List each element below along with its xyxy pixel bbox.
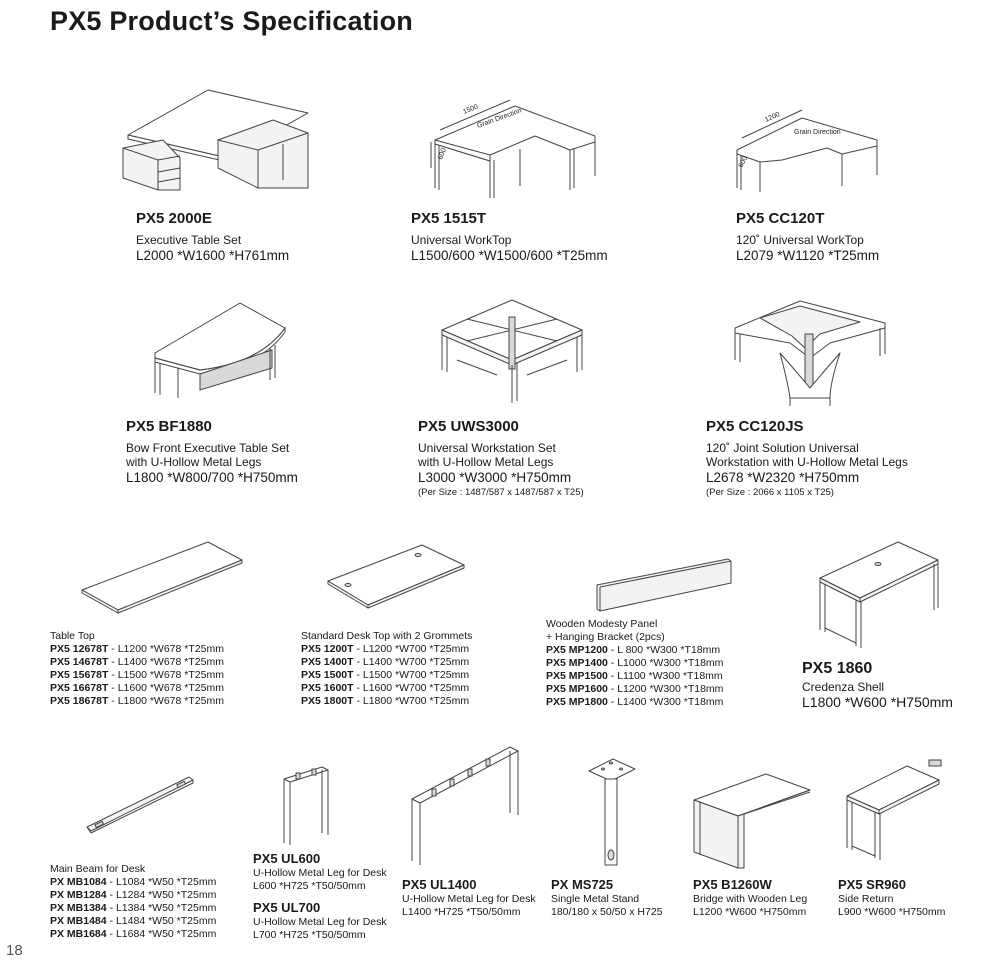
product-dim: L1400 *H725 *T50/50mm [402,906,521,918]
spec-line: PX MB1284 - L1284 *W50 *T25mm [50,889,217,901]
product-dim: L1800 *W800/700 *H750mm [126,470,298,485]
product-dim: L1200 *W600 *H750mm [693,906,807,918]
spec-line: PX5 15678T - L1500 *W678 *T25mm [50,669,224,681]
product-desc: Workstation with U-Hollow Metal Legs [706,455,908,469]
product-dim: L2079 *W1120 *T25mm [736,248,880,263]
product-code: PX5 B1260W [693,877,772,892]
grain-direction-label: Grain Direction [794,129,841,136]
main-beam-illustration [85,775,195,837]
modesty-panel-illustration [595,557,733,615]
product-desc: 120˚ Universal WorkTop [736,233,864,247]
product-desc: Universal WorkTop [411,233,512,247]
product-code: PX5 SR960 [838,877,906,892]
product-desc: U-Hollow Metal Leg for Desk [402,893,536,905]
spec-line: PX5 MP1200 - L 800 *W300 *T18mm [546,644,721,656]
spec-line: PX5 1600T - L1600 *W700 *T25mm [301,682,470,694]
modesty-heading: Wooden Modesty Panel [546,618,658,630]
product-desc: Credenza Shell [802,680,885,694]
table-top-heading: Table Top [50,630,95,642]
bow-front-table-illustration [150,298,290,400]
spec-line: PX5 MP1600 - L1200 *W300 *T18mm [546,683,724,695]
product-code: PX5 1515T [411,210,487,227]
product-dim: L3000 *W3000 *H750mm [418,470,572,485]
product-dim: L600 *H725 *T50/50mm [253,880,366,892]
product-desc: Bridge with Wooden Leg [693,893,808,905]
product-desc: Single Metal Stand [551,893,640,905]
credenza-shell-illustration [818,540,940,650]
product-dim: L2678 *W2320 *H750mm [706,470,860,485]
spec-line: PX5 1400T - L1400 *W700 *T25mm [301,656,470,668]
u-hollow-leg-1400-illustration [410,745,522,865]
product-dim: L1800 *W600 *H750mm [802,694,953,710]
product-dim: L900 *W600 *H750mm [838,906,946,918]
120-degree-worktop-illustration [732,110,892,195]
spec-line: PX MB1484 - L1484 *W50 *T25mm [50,915,217,927]
universal-worktop-illustration [430,98,610,198]
product-desc: Bow Front Executive Table Set [126,441,290,455]
product-code: PX MS725 [551,877,614,892]
product-code: PX5 1860 [802,660,873,677]
product-dim: 180/180 x 50/50 x H725 [551,906,663,918]
spec-line: PX MB1384 - L1384 *W50 *T25mm [50,902,217,914]
bridge-wooden-leg-illustration [692,772,812,870]
product-desc: with U-Hollow Metal Legs [418,455,554,469]
product-code: PX5 UL600 [253,851,321,866]
grain-direction-label: Grain Direction [476,107,523,130]
spec-line: PX5 MP1500 - L1100 *W300 *T18mm [546,670,723,682]
spec-line: PX5 16678T - L1600 *W678 *T25mm [50,682,224,694]
desk-top-heading: Standard Desk Top with 2 Grommets [301,630,473,642]
product-desc: U-Hollow Metal Leg for Desk [253,916,387,928]
spec-line: PX5 MP1800 - L1400 *W300 *T18mm [546,696,724,708]
width-label: 600 [437,147,448,161]
universal-workstation-illustration [437,295,587,407]
width-label: 600 [737,155,750,169]
product-desc: U-Hollow Metal Leg for Desk [253,867,387,879]
single-metal-stand-illustration [587,757,637,869]
product-code: PX5 BF1880 [126,418,212,435]
product-dim: L1500/600 *W1500/600 *T25mm [411,248,608,263]
page-title: PX5 Product’s Specification [50,6,413,36]
product-desc: with U-Hollow Metal Legs [126,455,262,469]
desk-top-grommets-illustration [326,543,466,611]
spec-line: PX5 1500T - L1500 *W700 *T25mm [301,669,470,681]
per-size-note: (Per Size : 1487/587 x 1487/587 x T25) [418,487,584,498]
product-code: PX5 2000E [136,210,212,227]
product-code: PX5 CC120JS [706,418,804,435]
modesty-heading: + Hanging Bracket (2pcs) [546,631,665,643]
product-code: PX5 UWS3000 [418,418,519,435]
side-return-illustration [845,760,945,860]
spec-line: PX MB1684 - L1684 *W50 *T25mm [50,928,217,940]
product-desc: 120˚ Joint Solution Universal [706,441,859,455]
joint-solution-workstation-illustration [730,298,890,408]
spec-line: PX5 12678T - L1200 *W678 *T25mm [50,643,224,655]
product-code: PX5 CC120T [736,210,825,227]
u-hollow-leg-600-illustration [282,765,332,845]
product-desc: Universal Workstation Set [418,441,556,455]
spec-line: PX5 14678T - L1400 *W678 *T25mm [50,656,224,668]
length-label: 1500 [462,103,480,116]
product-code: PX5 UL1400 [402,877,477,892]
spec-line: PX5 1200T - L1200 *W700 *T25mm [301,643,470,655]
product-code: PX5 UL700 [253,900,321,915]
spec-line: PX5 1800T - L1800 *W700 *T25mm [301,695,470,707]
page-number: 18 [6,942,23,959]
length-label: 1200 [763,111,782,124]
table-top-illustration [80,540,245,615]
beam-heading: Main Beam for Desk [50,863,146,875]
spec-line: PX5 MP1400 - L1000 *W300 *T18mm [546,657,724,669]
executive-table-set-illustration [118,78,318,193]
product-dim: L700 *H725 *T50/50mm [253,929,366,941]
spec-line: PX MB1084 - L1084 *W50 *T25mm [50,876,217,888]
spec-line: PX5 18678T - L1800 *W678 *T25mm [50,695,224,707]
product-dim: L2000 *W1600 *H761mm [136,248,290,263]
product-desc: Executive Table Set [136,233,242,247]
product-desc: Side Return [838,893,894,905]
per-size-note: (Per Size : 2066 x 1105 x T25) [706,487,834,498]
